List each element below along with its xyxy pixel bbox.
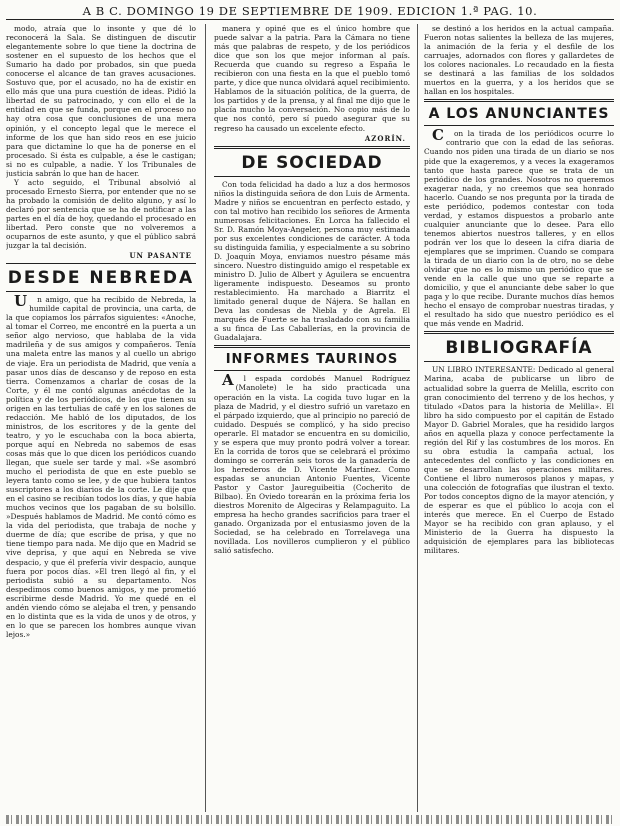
section-rule (214, 146, 410, 149)
article-body-anunciantes: Con la tirada de los periódicos ocurre lo contrario que con la edad de las señoras. Cuando nos piden una tirada de un diario se nos pide que la exageremos, y a veces la exageramos tanto que hasta parece que se trata de un periódico de los grandes. Nosotros no queremos exagerar nada, y no creemos que sea honrado hacerlo. Cuando se nos pregunta por la tirada de este periódico, podemos contestar con toda verdad, y estamos dispuestos a probarlo ante cualquier anunciante que lo desee. Para ello tenemos abiertos nuestros talleres, y en ellos podrán ver los que lo deseen la cifra diaria de ejemplares que se imprimen. Cuando se compara la tirada de un diario con la de otro, no se debe olvidar que no es lo mismo un periódico que se vende en la calle que uno que se reparte a domicilio, y que el anunciante debe saber lo que paga y lo que recibe. Durante muchos días hemos hecho el ensayo de comprobar nuestras tiradas, y el resultado ha sido que nuestro periódico es el que más vende en Madrid. (424, 126, 614, 329)
article-body-sociedad: Con toda felicidad ha dado a luz a dos hermosos niños la distinguida señora de don Luis de Armenta. Madre y niños se encuentran en perfecto estado, y con tal motivo han recibido los señores de Armenta numerosas felicitaciones. En Lorca ha fallecido el Sr. D. Ramón Moya-Angeler, persona muy estimada por sus excelentes condiciones de carácter. A toda su distinguida familia, y especialmente a su sobrino D. Joaquín Moya, enviamos nuestro pésame más sincero. Nuestro distinguido amigo el respetable ex ministro D. Julio de Albert y Aguilera se encuentra ligeramente indispuesto. Deseamos su pronto restablecimiento. Ha marchado a Biarritz el limitado general duque de Nájera. Se hallan en Deva las condesas de Niebla y de Agrela. El marqués de Fuerte se ha trasladado con su familia a su finca de Las Caballerías, en la provincia de Guadalajara. (214, 179, 410, 343)
header-rule (6, 19, 614, 20)
section-title-anunciantes: A LOS ANUNCIANTES (428, 106, 610, 123)
column-2 (214, 24, 410, 812)
section-title-bibliografia: BIBLIOGRAFÍA (445, 338, 593, 359)
page-footer-band (6, 815, 614, 824)
article-body-nebreda: Un amigo, que ha recibido de Nebreda, la humilde capital de provincia, una carta, de la que copiamos los párrafos siguientes: «Anoche, al tomar el Correo, me encontré en la puerta a un señor algo nervioso, que hablaba de la vida madrileña y de sus amigos y compañeros. Tenía una maleta entre las manos y al cuello un abrigo de viaje. Era un periodista de Madrid, que venía a pasar unos días de descanso y de reposo en esta tierra. Comenzamos a charlar de cosas de la Corte, y él me contó algunas anécdotas de la política y de los periódicos, de los que tienen su origen en las tertulias de café y en los salones de redacción. Me habló de los diputados, de los ministros, de los escritores y de la gente del teatro, y yo le escuchaba con la boca abierta, porque aquí en Nebreda no sabemos de esas cosas más que lo que dicen los periódicos cuando llegan, que suele ser tarde y mal. »Se asombró mucho el periodista de que en este pueblo se leyera tanto como se lee, y de que hubiera tantos suscriptores a los diarios de la corte. Le dije que en el casino se recibían todos los días, y que había muchos vecinos que los pagaban de su bolsillo. »Después hablamos de Madrid. Me contó cómo es la vida del periodista, que trabaja de noche y duerme de día; que escribe de prisa, y que no tiene tiempo para nada. Me dijo que en Madrid se vive deprisa, y que aquí en Nebreda se vive despacio, y que él prefería vivir despacio, aunque fuera por pocos días. »El tren llegó al fin, y el periodista subió a su departamento. Nos despedimos como buenos amigos, y me prometió escribirme desde Madrid. Yo me quedé en el andén viendo cómo se alejaba el tren, y pensando en lo distinta que es la vida de unos y de otros, y en lo que se parecen los hombres aunque vivan lejos.» (6, 292, 196, 639)
column-divider (205, 24, 206, 812)
section-rule (6, 291, 196, 292)
column-3 (424, 24, 614, 812)
article-continuation: manera y opiné que es el único hombre que puede salvar a la patria. Para la Cámara no tiene más que palabras de respeto, y de los periódicos dice que son los que mejor informan al país. Recuerda que cuando su regreso a España le recibieron con una fiesta en la que el pueblo tomó parte, y dice que nunca olvidará aquel recibimiento. Hablamos de la situación política, de la guerra, de los partidos y de la prensa, y al final me dijo que le placía mucho la conversación. No copio más de lo que nos contó, pero sí puedo asegurar que su regreso ha causado un excelente efecto. (214, 24, 410, 133)
column-1 (6, 24, 196, 812)
article-signature: AZORÍN. (364, 133, 406, 143)
section-rule (214, 345, 410, 348)
article-signature: UN PASANTE (129, 251, 192, 261)
article-body-taurinos: Al espada cordobés Manuel Rodríguez (Manolete) le ha sido practicada una operación en la vista. La cogida tuvo lugar en la plaza de Madrid, y el diestro sufrió un varetazo en el párpado izquierdo, que al principio no pareció de cuidado. Después se complicó, y ha sido preciso operarle. El matador se encuentra en su domicilio, y se espera que muy pronto podrá volver a torear. En la corrida de toros que se celebrará el próximo domingo se correrán seis toros de la ganadería de los herederos de D. Vicente Martínez. Como espadas se anuncian Antonio Fuentes, Vicente Pastor y Castor Jaureguibeitia (Cocherito de Bilbao). En Oviedo torearán en la próxima feria los diestros Morenito de Algeciras y Relampaguito. La empresa ha hecho grandes sacrificios para traer el ganado. Organizada por el entusiasmo joven de la Sociedad, se ha celebrado en Torrelavega una novillada. Los novilleros cumplieron y el público salió satisfecho. (214, 371, 410, 556)
section-rule (424, 125, 614, 126)
page-header: A B C. DOMINGO 19 DE SEPTIEMBRE DE 1909. EDICION 1.ª PAG. 10. (82, 4, 538, 18)
article-body-bibliografia: UN LIBRO INTERESANTE: Dedicado al general Marina, acaba de publicarse un libro de actualidad sobre la guerra de Melilla, escrito con gran conocimiento del terreno y de los hechos, y titulado «Datos para la historia de Melilla». El libro ha sido compuesto por el capitán de Estado Mayor D. Gabriel Morales, que ha residido largos años en aquella plaza y conoce perfectamente la región del Rif y las costumbres de los moros. En su obra estudia la campaña actual, los antecedentes del conflicto y las condiciones en que se desarrollan las operaciones militares. Contiene el libro numerosos planos y mapas, y una colección de fotografías que ilustran el texto. Por todos conceptos digno de la mayor atención, y de esperar es que el público lo acoja con el interés que merece. En el Cuerpo de Estado Mayor se ha recibido con gran aplauso, y el Ministerio de la Guerra ha dispuesto la adquisición de ejemplares para las bibliotecas militares. (424, 365, 614, 556)
section-title-sociedad: DE SOCIEDAD (241, 152, 383, 173)
section-rule (6, 263, 196, 264)
column-divider (417, 24, 418, 812)
section-rule (214, 370, 410, 371)
section-rule (424, 99, 614, 102)
article-continuation: se destinó a los heridos en la actual campaña. Fueron notas salientes la belleza de las mujeres, la animación de la feria y el desfile de los carruajes, adornados con flores y gallardetes de los colores nacionales. Lo recaudado en la fiesta se destinará a las familias de los soldados muertos en la guerra, y a los heridos que se hallan en los hospitales. (424, 24, 614, 97)
section-rule (214, 176, 410, 177)
article-continuation-end: Y acto seguido, el Tribunal absolvió al procesado Ernesto Sierra, por entender que no se ha probado la comisión de delito alguno, y así lo declaró por sentencia que se ha de notificar a las partes en el día de hoy, quedando el procesado en libertad. Pero conste que no volveremos a ocuparnos de este asunto, y que el público sabrá juzgar la tal decisión. (6, 177, 196, 251)
section-title-nebreda: DESDE NEBREDA (7, 268, 195, 289)
article-continuation: modo, atraía que lo insonte y que dé lo reconocerá la Sala. Se distinguen de discutir elegantemente sobre lo que tiene la doctrina de sostener en el supuesto de los hechos que el Sumario ha dado por probados, sin que pueda conocerse el alcance de tan graves acusaciones. Sostuvo que, por el acusado, no ha de existir en ello más que una pura cuestión de ideas. Pidió la libertad de su patrocinado, y con ello el de la entidad en que se funda, porque en el proceso no hay otra cosa que conclusiones de una mera opinión, y el concepto legal que le merece el informe de los que han sido reos en ese juicio para que dictamine lo que ha de ponerse en el procesado. Si ésta es culpable, a ése le castigan; si no es culpable, a nadie. Y los Tribunales de justicia sabrán lo que han de hacer. (6, 24, 196, 178)
section-rule (424, 361, 614, 362)
section-title-taurinos: INFORMES TAURINOS (225, 352, 399, 368)
section-rule (424, 331, 614, 334)
